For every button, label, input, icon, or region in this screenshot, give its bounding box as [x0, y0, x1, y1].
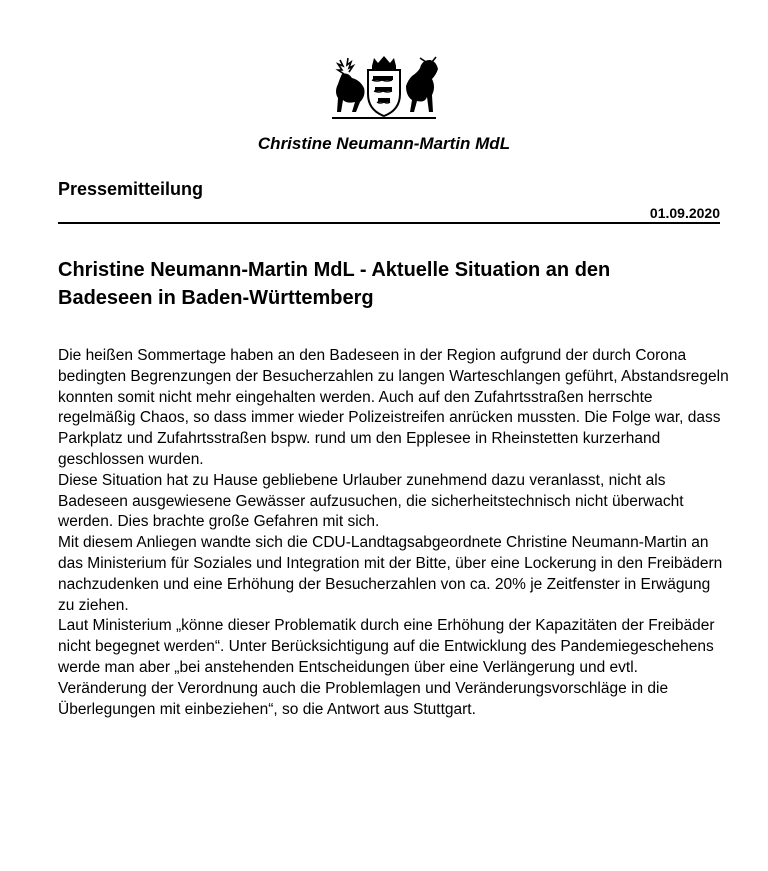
- paragraph-4: Laut Ministerium „könne dieser Problematik durch eine Erhöhung der Kapazitäten der Freibäder nicht begegnet werden“. Unter Berücksichtigung auf die Entwicklung des Pandemiegeschehens werde man aber „bei anstehenden Entscheidungen über eine Verlängerung und evtl. Veränderung der Verordnung auch die Problemlagen und Veränderungsvorschläge in die Überlegungen mit einbeziehen“, so die Antwort aus Stuttgart.: [58, 617, 715, 718]
- author-name: Christine Neumann-Martin MdL: [257, 134, 511, 153]
- document-type: Pressemitteilung: [58, 179, 204, 199]
- paragraph-1: Die heißen Sommertage haben an den Badeseen in der Region aufgrund der durch Corona bedingten Begrenzungen der Besucherzahlen zu langen Warteschlangen geführt, Abstandsregeln konnten somit nicht mehr eingehalten werden. Auch auf den Zufahrtsstraßen herrschte regelmäßig Chaos, so dass immer wieder Polizeistreifen anrücken mussten. Die Folge war, dass Parkplatz und Zufahrtsstraßen bspw. rund um den Epplesee in Rheinstetten kurzerhand geschlossen wurden.: [58, 347, 729, 468]
- headline-line-1: Christine Neumann-Martin MdL - Aktuelle Situation an den: [58, 259, 611, 281]
- article-body: [58, 346, 730, 720]
- headline-line-2: Badeseen in Baden-Württemberg: [58, 287, 374, 309]
- paragraph-2: Diese Situation hat zu Hause gebliebene Urlauber zunehmend dazu veranlasst, nicht als Badeseen ausgewiesene Gewässer aufzusuchen, die sicherheitstechnisch nicht überwacht werden. Dies brachte große Gefahren mit sich.: [58, 471, 684, 531]
- release-date: 01.09.2020: [649, 205, 720, 221]
- paragraph-3: Mit diesem Anliegen wandte sich die CDU-Landtagsabgeordnete Christine Neumann-Martin an das Ministerium für Soziales und Integration mit der Bitte, über eine Lockerung in den Freibädern nachzudenken und eine Erhöhung der Besucherzahlen von ca. 20% je Zeitfenster in Erwägung zu ziehen.: [58, 534, 723, 614]
- header-divider: [58, 222, 720, 224]
- headline: [58, 256, 728, 312]
- baden-wuerttemberg-coat-of-arms-icon: [326, 54, 442, 120]
